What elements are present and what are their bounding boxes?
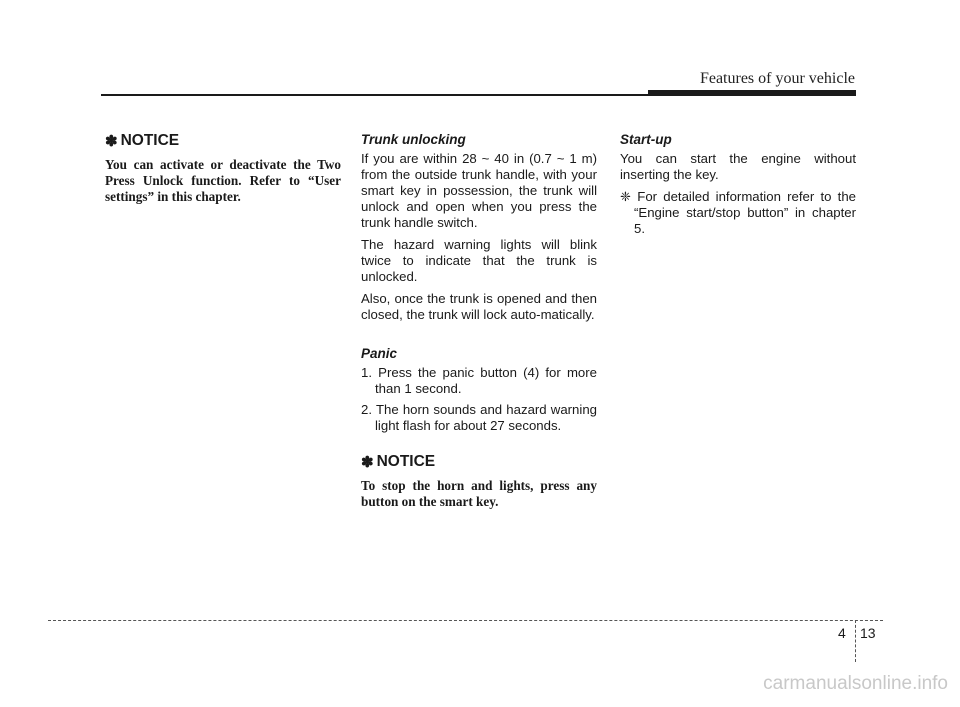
chapter-number: 4 [838, 625, 846, 641]
notice-star-icon: ✽ [361, 454, 374, 471]
startup-heading: Start-up [620, 132, 672, 147]
startup-note: ❈ For detailed information refer to the “Engine start/stop button” in chapter 5. [620, 189, 856, 236]
trunk-paragraph-2: The hazard warning lights will blink twice to indicate that the trunk is unlocked. [361, 237, 597, 284]
notice-heading-label: NOTICE [376, 453, 436, 470]
trunk-unlocking-heading: Trunk unlocking [361, 132, 466, 147]
notice-body: You can activate or deactivate the Two Press Unlock function. Refer to “User settings” in this chapter. [105, 157, 341, 204]
footer-divider [855, 620, 856, 662]
startup-paragraph: You can start the engine without inserting the key. [620, 151, 856, 182]
header-title: Features of your vehicle [699, 70, 855, 87]
trunk-paragraph-3: Also, once the trunk is opened and then closed, the trunk will lock auto-matically. [361, 291, 597, 322]
notice-heading-label: NOTICE [120, 132, 180, 149]
panic-list-item: 2. The horn sounds and hazard warning light flash for about 27 seconds. [361, 402, 597, 433]
watermark: carmanualsonline.info [763, 673, 948, 694]
header-rule-accent [648, 90, 856, 96]
notice-heading [361, 453, 597, 471]
column-right [620, 132, 856, 237]
notice-star-icon: ✽ [105, 133, 118, 150]
trunk-paragraph-1: If you are within 28 ~ 40 in (0.7 ~ 1 m) from the outside trunk handle, with your smart key in possession, the trunk will unlock and open when you press the trunk handle switch. [361, 151, 597, 230]
column-left [105, 132, 341, 205]
column-middle [361, 132, 597, 510]
panic-heading: Panic [361, 346, 398, 361]
panic-list-item: 1. Press the panic button (4) for more than 1 second. [361, 365, 597, 396]
notice-body: To stop the horn and lights, press any button on the smart key. [361, 478, 597, 509]
page-number: 13 [860, 625, 876, 641]
notice-heading [105, 132, 341, 150]
footer-rule [48, 620, 883, 621]
